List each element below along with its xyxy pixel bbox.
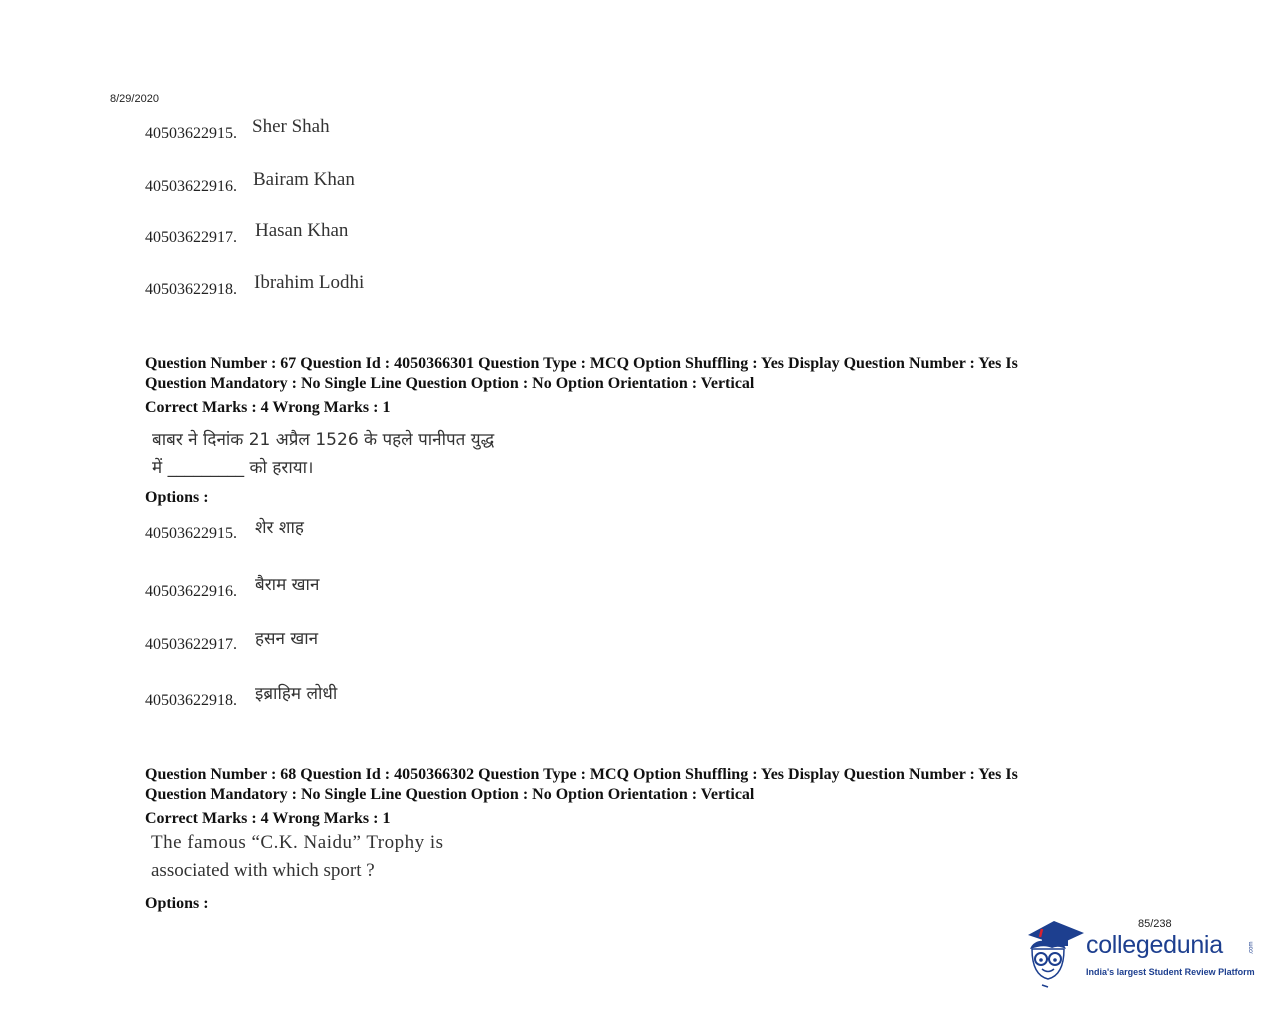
- option-id: 40503622918.: [145, 692, 237, 709]
- option-text: Sher Shah: [252, 116, 330, 137]
- question-marks: Correct Marks : 4 Wrong Marks : 1: [145, 810, 391, 827]
- option-text: Bairam Khan: [253, 169, 355, 190]
- options-label: Options :: [145, 489, 209, 506]
- logo-wordmark: collegedunia: [1086, 931, 1223, 959]
- option-text: हसन खान: [255, 629, 319, 649]
- option-id: 40503622918.: [145, 281, 237, 298]
- collegedunia-logo: [1022, 915, 1262, 993]
- question-text: The famous “C.K. Naidu” Trophy is: [151, 832, 444, 853]
- question-meta: Question Mandatory : No Single Line Question Option : No Option Orientation : Vertical: [145, 786, 755, 803]
- question-text: में _________ को हराया।: [152, 458, 314, 478]
- logo-com: .com: [1248, 941, 1255, 955]
- option-id: 40503622916.: [145, 178, 237, 195]
- option-id: 40503622915.: [145, 125, 237, 142]
- option-id: 40503622915.: [145, 525, 237, 542]
- option-text: शेर शाह: [255, 518, 304, 538]
- print-date: 8/29/2020: [110, 93, 159, 105]
- mascot-icon: [1022, 915, 1086, 993]
- question-meta: Question Mandatory : No Single Line Question Option : No Option Orientation : Vertical: [145, 375, 755, 392]
- options-label: Options :: [145, 895, 209, 912]
- option-id: 40503622916.: [145, 583, 237, 600]
- question-text: associated with which sport ?: [151, 860, 375, 881]
- page-number: 85/238: [1138, 918, 1172, 930]
- option-id: 40503622917.: [145, 636, 237, 653]
- question-text: बाबर ने दिनांक 21 अप्रैल 1526 के पहले पानीपत युद्ध: [152, 430, 495, 450]
- logo-tagline: India's largest Student Review Platform: [1086, 967, 1255, 977]
- option-text: बैराम खान: [255, 575, 320, 595]
- option-text: इब्राहिम लोधी: [255, 684, 338, 704]
- option-id: 40503622917.: [145, 229, 237, 246]
- option-text: Hasan Khan: [255, 220, 349, 241]
- option-text: Ibrahim Lodhi: [254, 272, 365, 293]
- question-marks: Correct Marks : 4 Wrong Marks : 1: [145, 399, 391, 416]
- question-meta: Question Number : 67 Question Id : 4050366301 Question Type : MCQ Option Shuffling : Yes Display Question Number : Yes Is: [145, 355, 1018, 372]
- question-meta: Question Number : 68 Question Id : 4050366302 Question Type : MCQ Option Shuffling : Yes Display Question Number : Yes Is: [145, 766, 1018, 783]
